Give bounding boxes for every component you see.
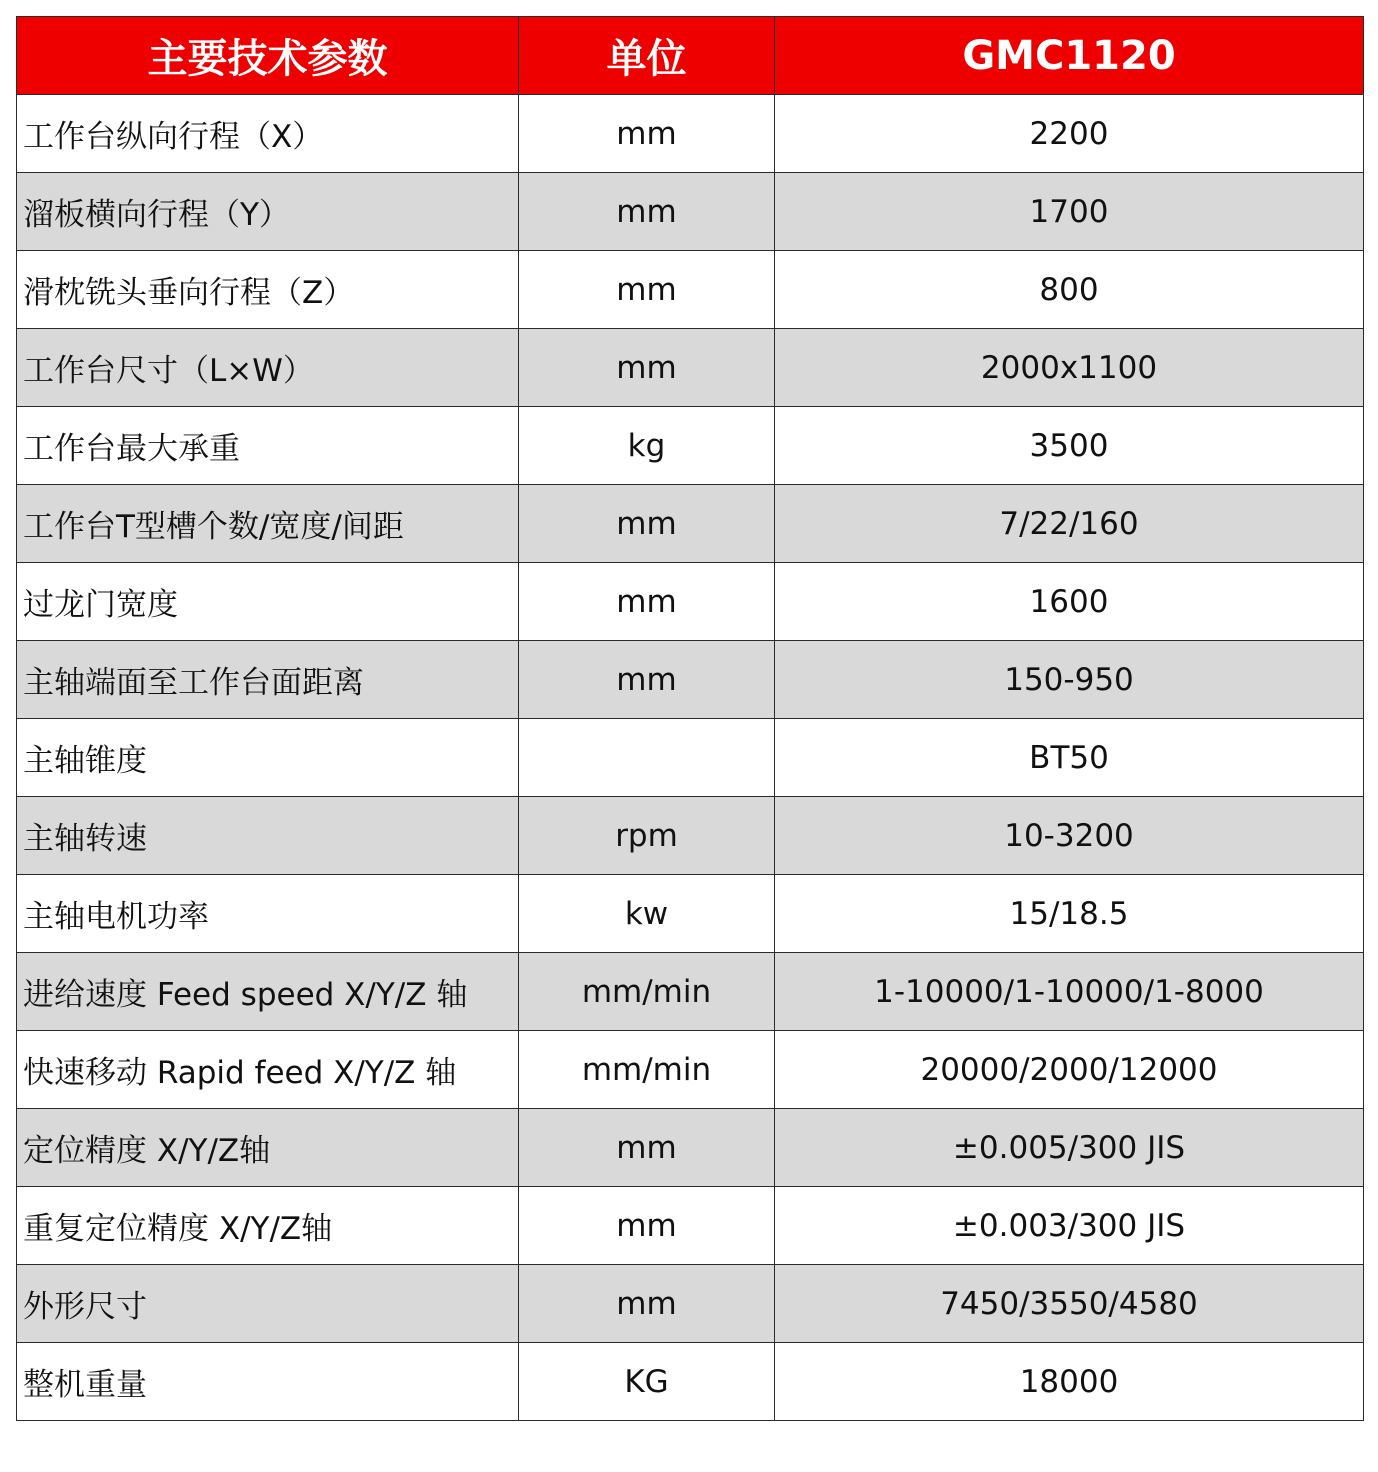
value-cell: 10-3200	[775, 797, 1364, 875]
param-cell: 重复定位精度 X/Y/Z轴	[17, 1187, 519, 1265]
param-cell: 主轴端面至工作台面距离	[17, 641, 519, 719]
header-unit: 单位	[519, 17, 775, 95]
value-cell: 15/18.5	[775, 875, 1364, 953]
param-cell: 主轴转速	[17, 797, 519, 875]
param-cell: 快速移动 Rapid feed X/Y/Z 轴	[17, 1031, 519, 1109]
unit-cell: mm	[519, 1187, 775, 1265]
unit-cell: mm	[519, 1265, 775, 1343]
unit-cell: kg	[519, 407, 775, 485]
table-row	[17, 797, 1364, 875]
param-cell: 整机重量	[17, 1343, 519, 1421]
unit-cell: mm	[519, 173, 775, 251]
unit-cell: mm	[519, 641, 775, 719]
value-cell: 2200	[775, 95, 1364, 173]
unit-cell: mm	[519, 251, 775, 329]
table-row	[17, 1265, 1364, 1343]
unit-cell: rpm	[519, 797, 775, 875]
table-row	[17, 641, 1364, 719]
table-row	[17, 1187, 1364, 1265]
table-row	[17, 1109, 1364, 1187]
unit-cell: mm/min	[519, 1031, 775, 1109]
unit-cell	[519, 719, 775, 797]
header-model: GMC1120	[775, 17, 1364, 95]
header-param: 主要技术参数	[17, 17, 519, 95]
value-cell: 1-10000/1-10000/1-8000	[775, 953, 1364, 1031]
spec-table	[16, 16, 1364, 1421]
param-cell: 外形尺寸	[17, 1265, 519, 1343]
table-row	[17, 407, 1364, 485]
value-cell: 7450/3550/4580	[775, 1265, 1364, 1343]
value-cell: ±0.003/300 JIS	[775, 1187, 1364, 1265]
param-cell: 主轴电机功率	[17, 875, 519, 953]
value-cell: 150-950	[775, 641, 1364, 719]
table-row	[17, 953, 1364, 1031]
table-row	[17, 485, 1364, 563]
value-cell: 2000x1100	[775, 329, 1364, 407]
value-cell: 800	[775, 251, 1364, 329]
param-cell: 工作台最大承重	[17, 407, 519, 485]
unit-cell: mm/min	[519, 953, 775, 1031]
unit-cell: mm	[519, 95, 775, 173]
param-cell: 工作台尺寸（L×W）	[17, 329, 519, 407]
value-cell: BT50	[775, 719, 1364, 797]
table-row	[17, 95, 1364, 173]
unit-cell: mm	[519, 329, 775, 407]
value-cell: ±0.005/300 JIS	[775, 1109, 1364, 1187]
table-row	[17, 173, 1364, 251]
value-cell: 20000/2000/12000	[775, 1031, 1364, 1109]
unit-cell: mm	[519, 563, 775, 641]
param-cell: 进给速度 Feed speed X/Y/Z 轴	[17, 953, 519, 1031]
param-cell: 溜板横向行程（Y）	[17, 173, 519, 251]
header-row	[17, 17, 1364, 95]
table-row	[17, 563, 1364, 641]
param-cell: 工作台T型槽个数/宽度/间距	[17, 485, 519, 563]
param-cell: 定位精度 X/Y/Z轴	[17, 1109, 519, 1187]
table-row	[17, 1343, 1364, 1421]
value-cell: 18000	[775, 1343, 1364, 1421]
unit-cell: mm	[519, 1109, 775, 1187]
unit-cell: KG	[519, 1343, 775, 1421]
table-row	[17, 719, 1364, 797]
table-row	[17, 329, 1364, 407]
unit-cell: kw	[519, 875, 775, 953]
value-cell: 1700	[775, 173, 1364, 251]
value-cell: 3500	[775, 407, 1364, 485]
param-cell: 过龙门宽度	[17, 563, 519, 641]
value-cell: 1600	[775, 563, 1364, 641]
param-cell: 主轴锥度	[17, 719, 519, 797]
table-row	[17, 1031, 1364, 1109]
unit-cell: mm	[519, 485, 775, 563]
value-cell: 7/22/160	[775, 485, 1364, 563]
param-cell: 滑枕铣头垂向行程（Z）	[17, 251, 519, 329]
table-row	[17, 875, 1364, 953]
table-row	[17, 251, 1364, 329]
param-cell: 工作台纵向行程（X）	[17, 95, 519, 173]
